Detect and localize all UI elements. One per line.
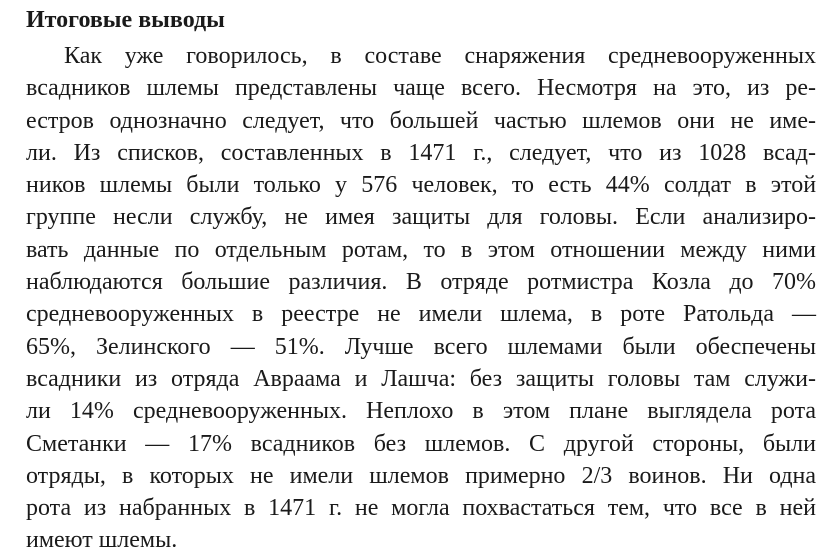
paragraph-line: всадники из отряда Авраама и Лашча: без защиты головы там служи- [26,365,816,392]
paragraph-line: ли. Из списков, составленных в 1471 г., следует, что из 1028 всад- [26,139,816,166]
paragraph-line: наблюдаются большие различия. В отряде ротмистра Козла до 70% [26,269,816,296]
paragraph-line: группе несли службу, не имея защиты для головы. Если анализиро- [26,204,817,231]
paragraph-line: рота из набранных в 1471 г. не могла похвастаться тем, что все в ней [26,495,816,522]
paragraph-line: средневооруженных в реестре не имели шлема, в роте Ратольда — [26,301,816,328]
section-heading: Итоговые выводы [26,7,225,33]
paragraph-line: вать данные по отдельным ротам, то в этом отношении между ними [26,236,816,263]
paragraph-line: Сметанки — 17% всадников без шлемов. С другой стороны, были [26,430,817,457]
paragraph-line: всадников шлемы представлены чаще всего. Несмотря на это, из ре- [26,75,816,102]
paragraph-line: ников шлемы были только у 576 человек, то есть 44% солдат в этой [26,172,817,199]
paragraph-line: имеют шлемы. [26,527,178,554]
paragraph-line: ли 14% средневооруженных. Неплохо в этом плане выглядела рота [26,398,816,425]
paragraph-line: отряды, в которых не имели шлемов примерно 2/3 воинов. Ни одна [26,462,817,489]
paragraph-line: Как уже говорилось, в составе снаряжения средневооруженных [64,43,817,69]
paragraph-line: 65%, Зелинского — 51%. Лучше всего шлемами были обеспечены [26,333,817,360]
paragraph-line: естров однозначно следует, что большей частью шлемов они не име- [26,107,816,134]
body-paragraph [26,40,816,557]
